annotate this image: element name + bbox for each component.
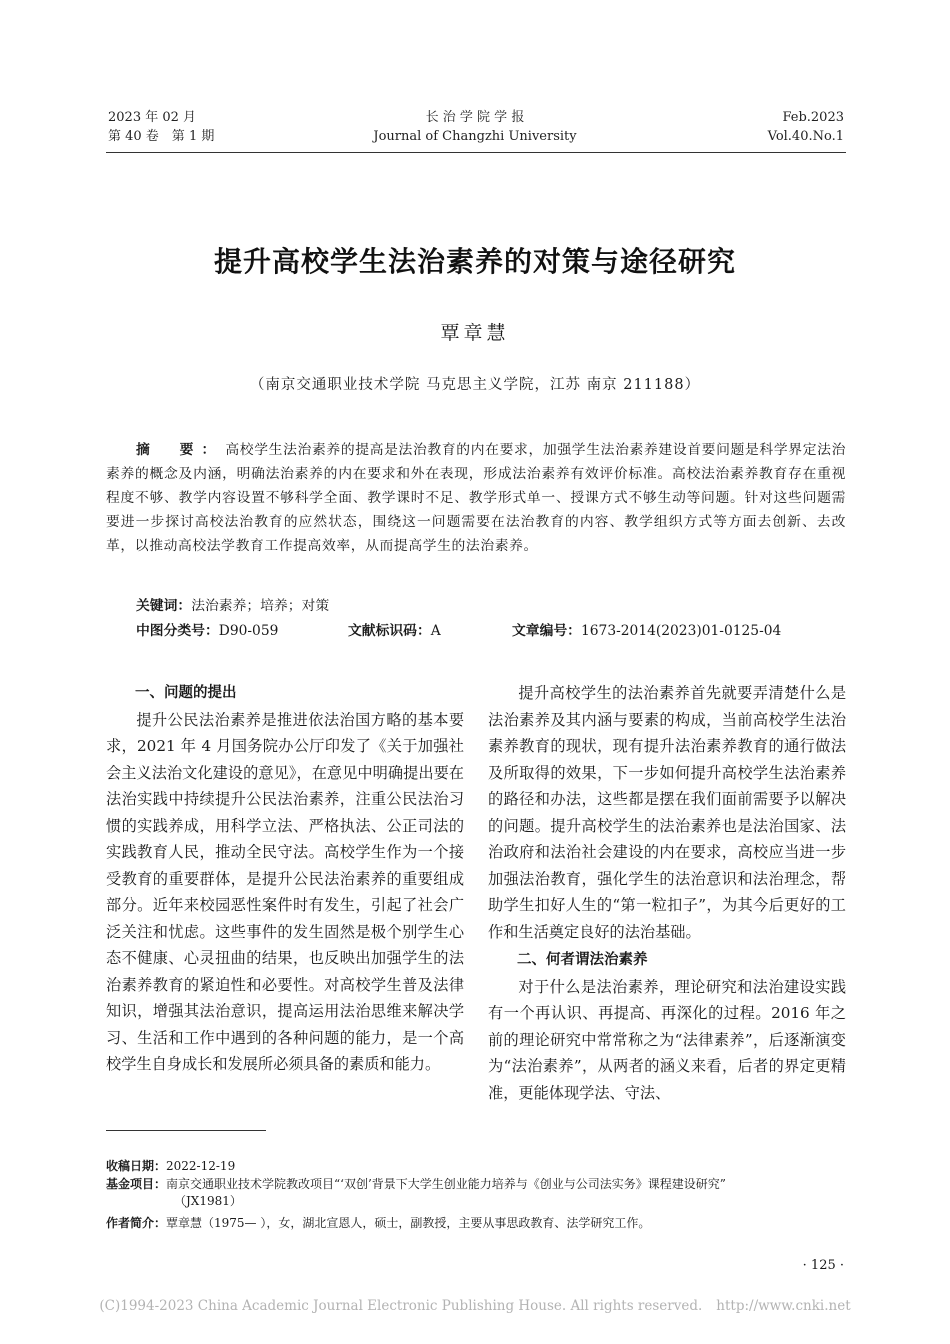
clc-value: D90-059 (218, 623, 279, 639)
article-number-label: 文章编号： (512, 623, 581, 639)
page-number: · 125 · (802, 1258, 844, 1273)
fund-value: 南京交通职业技术学院教改项目“‘双创’背景下大学生创业能力培养与《创业与公司法实务》课程建设研究” (166, 1177, 726, 1191)
article-author: 覃章慧 (440, 322, 510, 344)
header-issue-info-en (768, 108, 844, 146)
copyright-text: (C)1994-2023 China Academic Journal Electronic Publishing House. All rights reserved. (99, 1298, 703, 1314)
journal-name-cn: 长 治 学 院 学 报 (425, 110, 525, 125)
fund-value-cont: （JX1981） (174, 1194, 242, 1208)
journal-name-en: Journal of Changzhi University (373, 129, 577, 144)
author-bio-label: 作者简介： (106, 1216, 167, 1230)
received-value: 2022-12-19 (166, 1159, 236, 1173)
keywords-text: 法治素养；培养；对策 (191, 598, 330, 614)
received-label: 收稿日期： (106, 1159, 167, 1173)
body-column-left (106, 680, 464, 1078)
clc-label: 中图分类号： (136, 623, 219, 639)
document-code-label: 文献标识码： (348, 623, 431, 639)
header-volume-en: Vol.40.No.1 (767, 129, 844, 144)
header-date-en: Feb.2023 (782, 110, 844, 125)
paragraph: 提升高校学生的法治素养首先就要弄清楚什么是法治素养及其内涵与要素的构成，当前高校学生法治素养教育的现状，现有提升法治素养教育的通行做法及所取得的效果，下一步如何提升高校学生法治素养的路径和办法，这些都是摆在我们面前需要予以解决的问题。提升高校学生的法治素养也是法治国家、法治政府和法治社会建设的内在要求，高校应当进一步加强法治教育，强化学生的法治意识和法治理念，帮助学生扣好人生的“第一粒扣子”，为其今后更好的工作和生活奠定良好的法治基础。 (488, 684, 846, 941)
keywords (136, 594, 329, 614)
abstract-label: 摘 要： (136, 442, 224, 458)
header-date: 2023 年 02 月 (108, 110, 197, 125)
fund-label: 基金项目： (106, 1177, 167, 1191)
fund-info (106, 1176, 846, 1210)
copyright-footer (0, 1298, 950, 1314)
footnote-divider (106, 1130, 266, 1131)
header-divider (106, 152, 846, 153)
clc-number (136, 619, 278, 639)
paragraph: 对于什么是法治素养，理论研究和法治建设实践有一个再认识、再提高、再深化的过程。2016 年之前的理论研究中常常称之为“法律素养”，后逐渐演变为“法治素养”，从两者的涵义来看，后者的界定更精准，更能体现学法、守法、 (488, 977, 846, 1102)
keywords-label: 关键词： (136, 598, 192, 614)
header-volume: 第 40 卷 第 1 期 (108, 129, 215, 144)
document-code-value: A (430, 623, 441, 639)
author-affiliation: （南京交通职业技术学院 马克思主义学院，江苏 南京 211188） (249, 377, 701, 393)
body-column-right (488, 680, 846, 1106)
abstract-text: 高校学生法治素养的提高是法治教育的内在要求，加强学生法治素养建设首要问题是科学界定法治素养的概念及内涵，明确法治素养的内在要求和外在表现，形成法治素养有效评价标准。高校法治素养教育存在重视程度不够、教学内容设置不够科学全面、教学课时不足、教学形式单一、授课方式不够生动等问题。针对这些问题需要进一步探讨高校法治教育的应然状态，围绕这一问题需要在法治教育的内容、教学组织方式等方面去创新、去改革，以推动高校法学教育工作提高效率，从而提高学生的法治素养。 (106, 442, 846, 554)
section-heading: 二、何者谓法治素养 (517, 952, 648, 968)
abstract (106, 438, 846, 558)
paragraph: 提升公民法治素养是推进依法治国方略的基本要求，2021 年 4 月国务院办公厅印发了《关于加强社会主义法治文化建设的意见》，在意见中明确提出要在法治实践中持续提升公民法治素养，注重公民法治习惯的实践养成，用科学立法、严格执法、公正司法的实践教育人民，推动全民守法。高校学生作为一个接受教育的重要群体，是提升公民法治素养的重要组成部分。近年来校园恶性案件时有发生，引起了社会广泛关注和忧虑。这些事件的发生固然是极个别学生心态不健康、心灵扭曲的结果，也反映出加强学生的法治素养教育的紧迫性和必要性。对高校学生普及法律知识，增强其法治意识，提高运用法治思维来解决学习、生活和工作中遇到的各种问题的能力，是一个高校学生自身成长和发展所必须具备的素质和能力。 (106, 710, 464, 1073)
author-bio (106, 1215, 846, 1232)
article-title: 提升高校学生法治素养的对策与途径研究 (213, 245, 736, 278)
footer-url: http://www.cnki.net (716, 1298, 851, 1314)
document-code (348, 619, 441, 639)
received-date (106, 1158, 846, 1175)
article-number-value: 1673-2014(2023)01-0125-04 (580, 623, 782, 639)
author-bio-value: 覃章慧（1975— ），女，湖北宣恩人，硕士，副教授，主要从事思政教育、法学研究工作。 (166, 1216, 651, 1230)
section-heading: 一、问题的提出 (135, 685, 237, 701)
article-number (512, 619, 781, 639)
